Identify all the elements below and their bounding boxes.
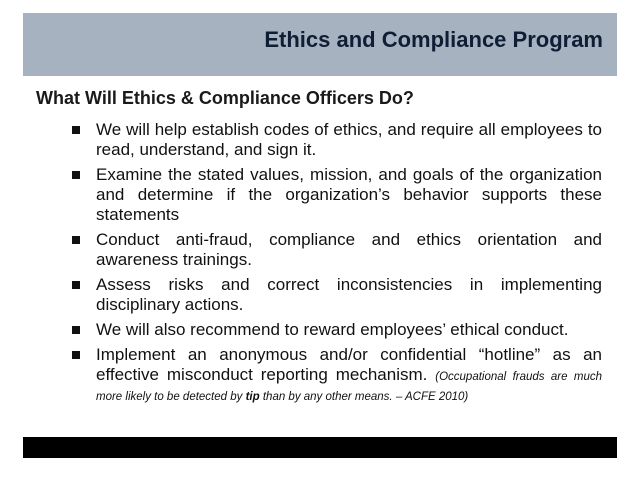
- bullet-item: [72, 320, 602, 340]
- square-bullet-icon: [72, 351, 80, 359]
- square-bullet-icon: [72, 126, 80, 134]
- square-bullet-icon: [72, 281, 80, 289]
- square-bullet-icon: [72, 326, 80, 334]
- note-pre: (Occupational frauds are much more likely to be detected by: [96, 371, 602, 403]
- bullet-item: [72, 345, 602, 405]
- bullet-item: [72, 165, 602, 225]
- bullet-text: Conduct anti-fraud, compliance and ethics orientation and awareness trainings.: [96, 230, 602, 269]
- bullet-item: [72, 230, 602, 270]
- footer-bar: [23, 437, 617, 458]
- title-banner: [23, 13, 617, 76]
- bullet-item: [72, 120, 602, 160]
- bullet-text: Assess risks and correct inconsistencies in implementing disciplinary actions.: [96, 275, 602, 314]
- note-emphasis: tip: [245, 391, 260, 403]
- square-bullet-icon: [72, 171, 80, 179]
- note-post: than by any other means. – ACFE 2010): [259, 391, 469, 403]
- bullet-text: We will help establish codes of ethics, and require all employees to read, understand, and sign it.: [96, 120, 602, 159]
- bullet-list: [72, 120, 602, 410]
- bullet-item: [72, 275, 602, 315]
- bullet-text: Implement an anonymous and/or confidential “hotline” as an effective misconduct reporting mechanism.: [96, 345, 602, 384]
- slide-title: Ethics and Compliance Program: [264, 27, 603, 52]
- bullet-text: We will also recommend to reward employees’ ethical conduct.: [96, 320, 569, 339]
- slide-subtitle: What Will Ethics & Compliance Officers Do?: [36, 88, 414, 108]
- square-bullet-icon: [72, 236, 80, 244]
- bullet-text: Examine the stated values, mission, and goals of the organization and determine if the organization’s behavior supports these statements: [96, 165, 602, 224]
